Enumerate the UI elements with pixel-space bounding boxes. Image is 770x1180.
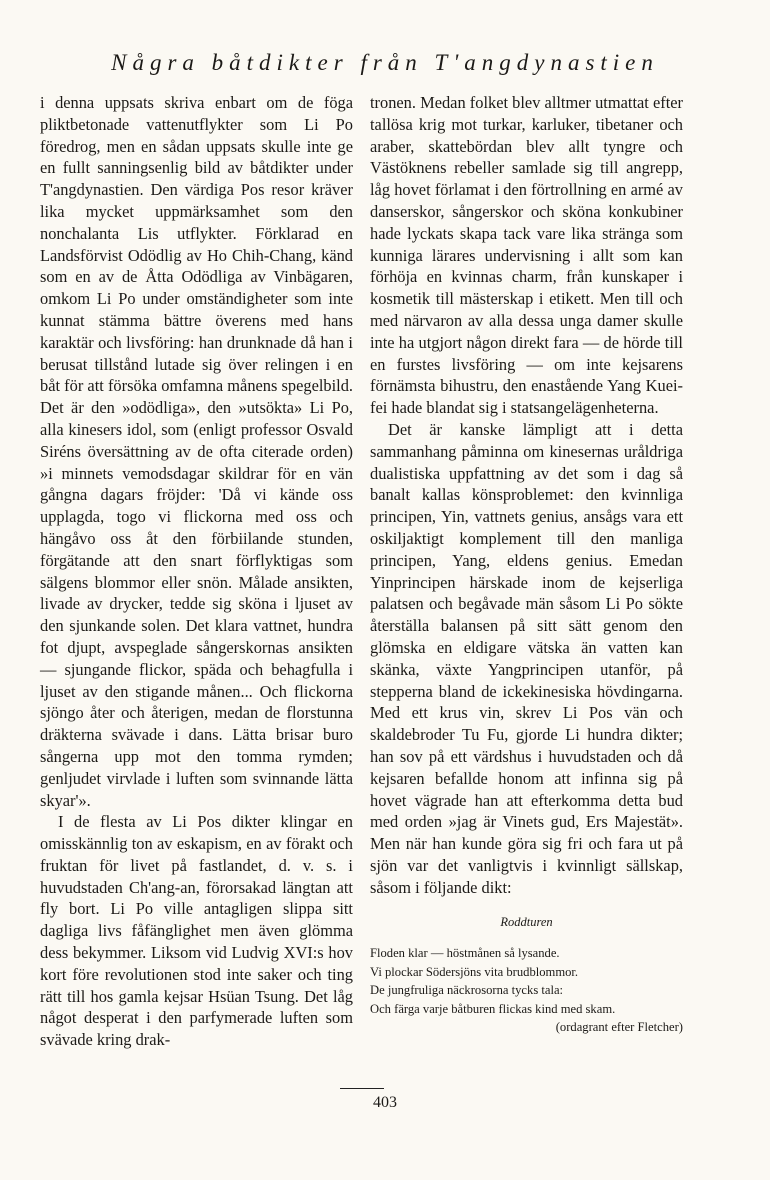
poem-line: De jungfruliga näckrosorna tycks tala: (370, 983, 564, 998)
paragraph: tronen. Medan folket blev alltmer utmattat efter tallösa krig mot turkar, karluker, tibetaner och araber, skattebördan blev allt tyngre och Västöknens rebeller samlade sig till angrepp, låg hovet förlamat i den förtrollning en armé av danserskor, sångerskor och sköna konkubiner hade lyckats skapa tack vare lika stränga som kunniga lärares undervisning i allt som kan förhöja en kvinnas charm, från kunskaper i kosmetik till mästerskap i etikett. Men till och med närvaron av alla dessa unga damer skulle inte ha utgjort någon direkt fara — de hörde till en furstes livsföring — om inte kejsarens förnämsta bihustru, den enastående Yang Kuei-fei hade blandat sig i statsangelägenheterna. (370, 93, 683, 418)
page-number: 403 (373, 1094, 397, 1111)
poem-line: Floden klar — höstmånen så lysande. (370, 946, 560, 961)
folio-rule (340, 1088, 384, 1089)
running-head: Några båtdikter från T'angdynastien (111, 50, 659, 75)
paragraph: Det är kanske lämpligt att i detta sammanhang påminna om kinesernas uråldriga dualistiska uppfattning av det som i dag så banalt kallas könsproblemet: den kvinnliga principen, Yin, vattnets genius, ansågs vara ett oskiljaktigt komplement till den manliga principen, Yang, eldens genius. Emedan Yinprincipen härskade inom de kejserliga palatsen och begåvade män såsom Li Po sökte återställa balansen på sitt sätt genom den glömska en eldigare vätska än vatten kan skänka, växte Yangprincipen utanför, på stepperna bland de ickekinesiska hövdingarna. Med ett krus vin, skrev Li Pos vän och skaldebroder Tu Fu, gjorde Li hundra dikter; han sov på ett värdshus i huvudstaden och då kejsaren befallde honom att infinna sig på hovet vägrade han att efterkomma detta bud med orden »jag är Vinets gud, Ers Majestät». Men när han kunde göra sig fri och fara ut på sjön var det vanligtvis i kvinnligt sällskap, såsom i följande dikt: (370, 419, 683, 897)
poem-line: Vi plockar Södersjöns vita brudblommor. (370, 964, 579, 979)
left-column (40, 92, 353, 1051)
poem-title: Roddturen (500, 915, 553, 930)
paragraph: i denna uppsats skriva enbart om de föga pliktbetonade vattenutflykter som Li Po föredrog, men en sådan uppsats skulle inte ge en fullt sanningsenlig bild av båtdikter under T'angdynastien. Den värdiga Pos resor kräver lika mycket uppmärksamhet som den nonchalanta Lis utflykter. Förklarad en Landsförvist Odödlig av Ho Chih-Chang, känd som en av de Åtta Odödliga av Vinbägaren, omkom Li Po under omständigheter som inte kunnat stämma bättre överens med hans karaktär och livsföring: han drunknade då han i berusat tillstånd lutade sig över relingen i en båt för att försöka omfamna månens spegelbild. Det är den »odödliga», den »utsökta» Li Po, alla kinesers idol, som (enligt professor Osvald Siréns översättning av de ofta citerade orden) »i minnets vemodsdagar skildrar för en vän gångna dagars fröjder: 'Då vi kände oss upplagda, togo vi flickorna med oss och hängåvo oss åt den förbiilande stunden, förgätande att den snart förflyktigas som sälgens blommor eller snön. Målade ansikten, livade av drycker, tedde sig sköna i ljuset av den sjunkande solen. Det klara vattnet, hundra fot djupt, avspeglade sångerskornas ansikten — sjungande flickor, späda och behagfulla i ljuset av den stigande månen... Och flickorna sjöngo åter och återigen, medan de florstunna dräkterna svävade i dans. Lätta brisar buro sångerna upp mot den tomma rymden; genljudet virvlade i luften som svinnande lätta skyar'». (40, 93, 353, 810)
right-column (370, 92, 683, 1037)
paragraph: I de flesta av Li Pos dikter klingar en omisskännlig ton av eskapism, en av förakt och fruktan för livet på fastlandet, d. v. s. i huvudstaden Ch'ang-an, förorsakad längtan att fly bort. Li Po ville antagligen slippa sitt dagliga livs fåfänglighet men även glömma dess bekymmer. Liksom vid Ludvig XVI:s hov kort före revolutionen stod inte saker och ting rätt till hos gamla kejsar Hsüan Tsung. Det låg något desperat i den parfymerade luften som svävade kring drak- (40, 812, 353, 1050)
poem (370, 944, 683, 1037)
poem-credit: (ordagrant efter Fletcher) (555, 1020, 683, 1035)
poem-line: Och färga varje båtburen flickas kind med skam. (370, 1001, 616, 1016)
